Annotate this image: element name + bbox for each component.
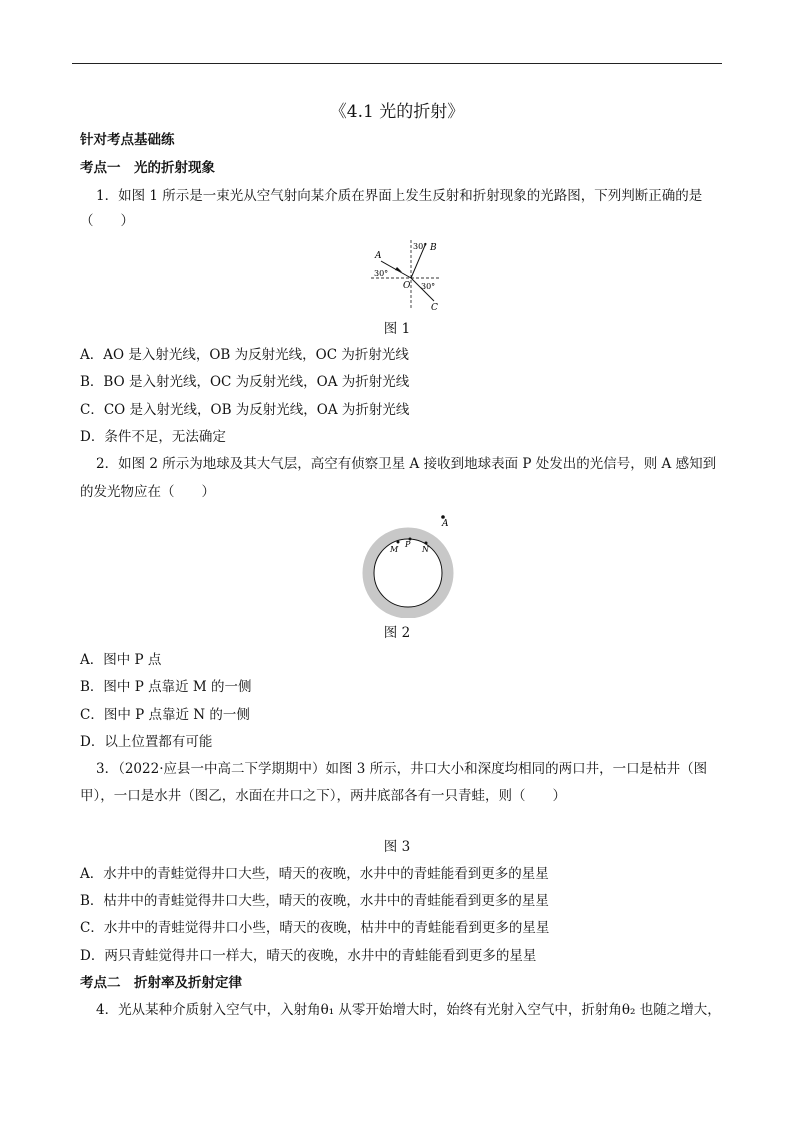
figure-1-light-path: [368, 238, 450, 312]
q3-stem-line1: 3．（2022·应县一中高二下学期期中）如图 3 所示，井口大小和深度均相同的两口井，一口是枯井（图: [96, 761, 708, 777]
fig2-label-M: M: [390, 545, 399, 554]
fig2-label-N: N: [422, 545, 429, 554]
fig2-label-A: A: [442, 519, 449, 529]
q1-stem-line2: （ ）: [80, 213, 134, 229]
q2-stem-line2: 的发光物应在（ ）: [80, 484, 215, 500]
figure-2-earth-atmosphere: [360, 510, 460, 618]
q2-stem-line1: 2．如图 2 所示为地球及其大气层，高空有侦察卫星 A 接收到地球表面 P 处发出的光信号，则 A 感知到: [96, 456, 717, 472]
fig1-angle-left: 30°: [374, 269, 389, 278]
fig1-angle-right: 30°: [421, 282, 436, 291]
q3-option-c: C．水井中的青蛙觉得井口小些，晴天的夜晚，枯井中的青蛙能看到更多的星星: [80, 920, 550, 936]
q3-stem-line2: 甲），一口是水井（图乙，水面在井口之下），两井底部各有一只青蛙，则（ ）: [80, 788, 566, 804]
q1-stem-line1: 1．如图 1 所示是一束光从空气射向某介质在界面上发生反射和折射现象的光路图，下列判断正确的是: [96, 188, 703, 204]
fig1-label-B: B: [430, 243, 437, 253]
figure-2-caption: 图 2: [383, 625, 411, 641]
q1-option-a: A．AO 是入射光线，OB 为反射光线，OC 为折射光线: [80, 347, 409, 363]
q1-option-b: B．BO 是入射光线，OC 为反射光线，OA 为折射光线: [80, 374, 410, 390]
topic-heading-2: 考点二 折射率及折射定律: [80, 975, 242, 991]
fig2-label-P: P: [405, 540, 411, 549]
q3-option-b: B．枯井中的青蛙觉得井口大些，晴天的夜晚，水井中的青蛙能看到更多的星星: [80, 893, 549, 909]
figure-1-caption: 图 1: [383, 321, 411, 337]
fig1-angle-top: 30°: [413, 242, 428, 251]
q3-option-d: D．两只青蛙觉得井口一样大，晴天的夜晚，水井中的青蛙能看到更多的星星: [80, 948, 537, 964]
document-title: 《4.1 光的折射》: [329, 102, 465, 122]
fig1-label-O: O: [403, 281, 411, 291]
q2-option-a: A．图中 P 点: [80, 652, 162, 668]
q3-option-a: A．水井中的青蛙觉得井口大些，晴天的夜晚，水井中的青蛙能看到更多的星星: [80, 866, 549, 882]
q2-option-d: D．以上位置都有可能: [80, 734, 213, 750]
section-heading: 针对考点基础练: [80, 132, 175, 148]
fig1-label-A: A: [375, 251, 382, 261]
q4-stem-line1: 4．光从某种介质射入空气中，入射角θ₁ 从零开始增大时，始终有光射入空气中，折射角θ₂ 也随之增大，: [96, 1002, 721, 1018]
q2-option-b: B．图中 P 点靠近 M 的一侧: [80, 679, 252, 695]
topic-heading-1: 考点一 光的折射现象: [80, 160, 215, 176]
q2-option-c: C．图中 P 点靠近 N 的一侧: [80, 707, 250, 723]
fig1-label-C: C: [431, 303, 438, 312]
q1-option-d: D．条件不足，无法确定: [80, 429, 226, 445]
q1-option-c: C．CO 是入射光线，OB 为反射光线，OA 为折射光线: [80, 402, 410, 418]
header-rule: [72, 63, 722, 64]
figure-3-caption: 图 3: [383, 839, 411, 855]
